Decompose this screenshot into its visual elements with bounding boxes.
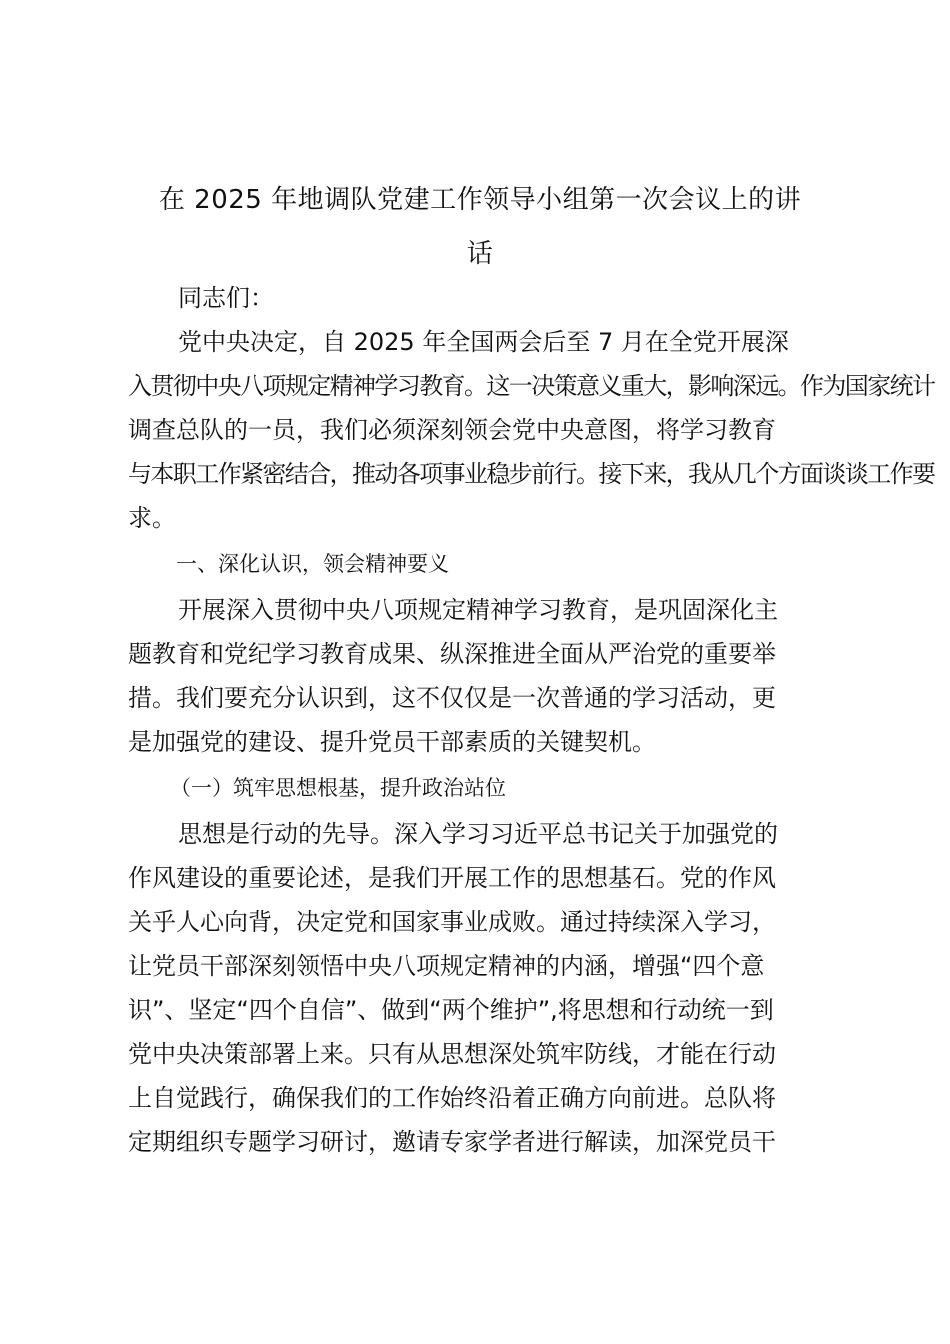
subsection-paragraph-line: 作风建设的重要论述，是我们开展工作的思想基石。党的作风 — [128, 864, 776, 892]
intro-line: 党中央决定，自 2025 年全国两会后至 7 月在全党开展深 — [178, 328, 789, 356]
subsection-paragraph-line: 关乎人心向背，决定党和国家事业成败。通过持续深入学习， — [128, 908, 776, 936]
intro-line: 求。 — [128, 504, 176, 532]
subsection-paragraph-line: 党中央决策部署上来。只有从思想深处筑牢防线，才能在行动 — [128, 1040, 776, 1068]
section-paragraph-line: 题教育和党纪学习教育成果、纵深推进全面从严治党的重要举 — [128, 640, 776, 668]
subsection-heading: （一）筑牢思想根基，提升政治站位 — [170, 776, 506, 800]
subsection-paragraph-line: 定期组织专题学习研讨，邀请专家学者进行解读，加深党员干 — [128, 1128, 776, 1156]
section-paragraph-line: 开展深入贯彻中央八项规定精神学习教育，是巩固深化主 — [178, 596, 778, 624]
document-title-line-2: 话 — [466, 239, 494, 269]
section-heading: 一、深化认识，领会精神要义 — [176, 552, 449, 576]
document-title-line-1: 在 2025 年地调队党建工作领导小组第一次会议上的讲 — [158, 185, 802, 215]
intro-line: 入贯彻中央八项规定精神学习教育。这一决策意义重大，影响深远。作为国家统计 — [128, 372, 935, 400]
subsection-paragraph-line: 思想是行动的先导。深入学习习近平总书记关于加强党的 — [178, 820, 778, 848]
subsection-paragraph-line: 上自觉践行，确保我们的工作始终沿着正确方向前进。总队将 — [128, 1084, 776, 1112]
section-paragraph-line: 是加强党的建设、提升党员干部素质的关键契机。 — [128, 728, 656, 756]
section-paragraph-line: 措。我们要充分认识到，这不仅仅是一次普通的学习活动，更 — [128, 684, 776, 712]
intro-line: 与本职工作紧密结合，推动各项事业稳步前行。接下来，我从几个方面谈谈工作要 — [128, 460, 935, 488]
greeting: 同志们： — [178, 284, 274, 312]
subsection-paragraph-line: 识”、坚定“四个自信”、做到“两个维护”,将思想和行动统一到 — [128, 996, 774, 1024]
intro-line: 调查总队的一员，我们必须深刻领会党中央意图，将学习教育 — [128, 416, 776, 444]
subsection-paragraph-line: 让党员干部深刻领悟中央八项规定精神的内涵，增强“四个意 — [128, 952, 765, 980]
